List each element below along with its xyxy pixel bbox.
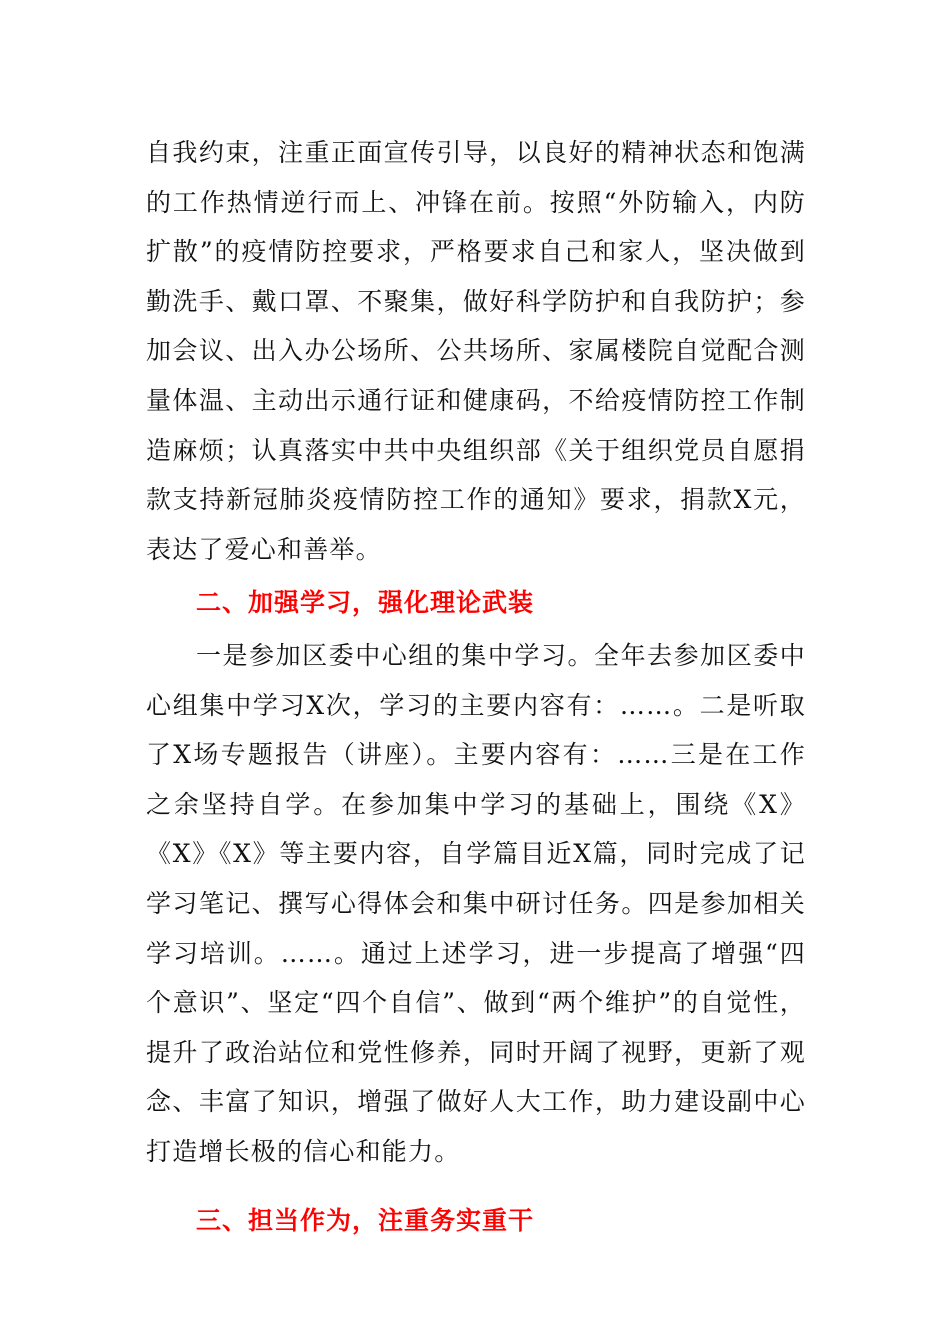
body-paragraph-study: 一是参加区委中心组的集中学习。全年去参加区委中心组集中学习X次，学习的主要内容有：……。二是听取了X场专题报告（讲座）。主要内容有：……三是在工作之余坚持自学。在参加集中学习的基础上，围绕《X》《X》《X》等主要内容，自学篇目近X篇，同时完成了记学习笔记、撰写心得体会和集中研讨任务。四是参加相关学习培训。……。通过上述学习，进一步提高了增强“四个意识”、坚定“四个自信”、做到“两个维护”的自觉性，提升了政治站位和党性修养，同时开阔了视野，更新了观念、丰富了知识，增强了做好人大工作，助力建设副中心打造增长极的信心和能力。 bbox=[146, 640, 806, 1166]
section-heading-three: 三、担当作为，注重务实重干 bbox=[196, 1206, 535, 1236]
body-paragraph-continued: 自我约束，注重正面宣传引导，以良好的精神状态和饱满的工作热情逆行而上、冲锋在前。按照“外防输入，内防扩散”的疫情防控要求，严格要求自己和家人，坚决做到勤洗手、戴口罩、不聚集，做好科学防护和自我防护；参加会议、出入办公场所、公共场所、家属楼院自觉配合测量体温、主动出示通行证和健康码，不给疫情防控工作制造麻烦；认真落实中共中央组织部《关于组织党员自愿捐款支持新冠肺炎疫情防控工作的通知》要求，捐款X元，表达了爱心和善举。 bbox=[146, 138, 806, 564]
section-heading-two: 二、加强学习，强化理论武装 bbox=[196, 588, 535, 618]
document-body bbox=[146, 128, 806, 1246]
